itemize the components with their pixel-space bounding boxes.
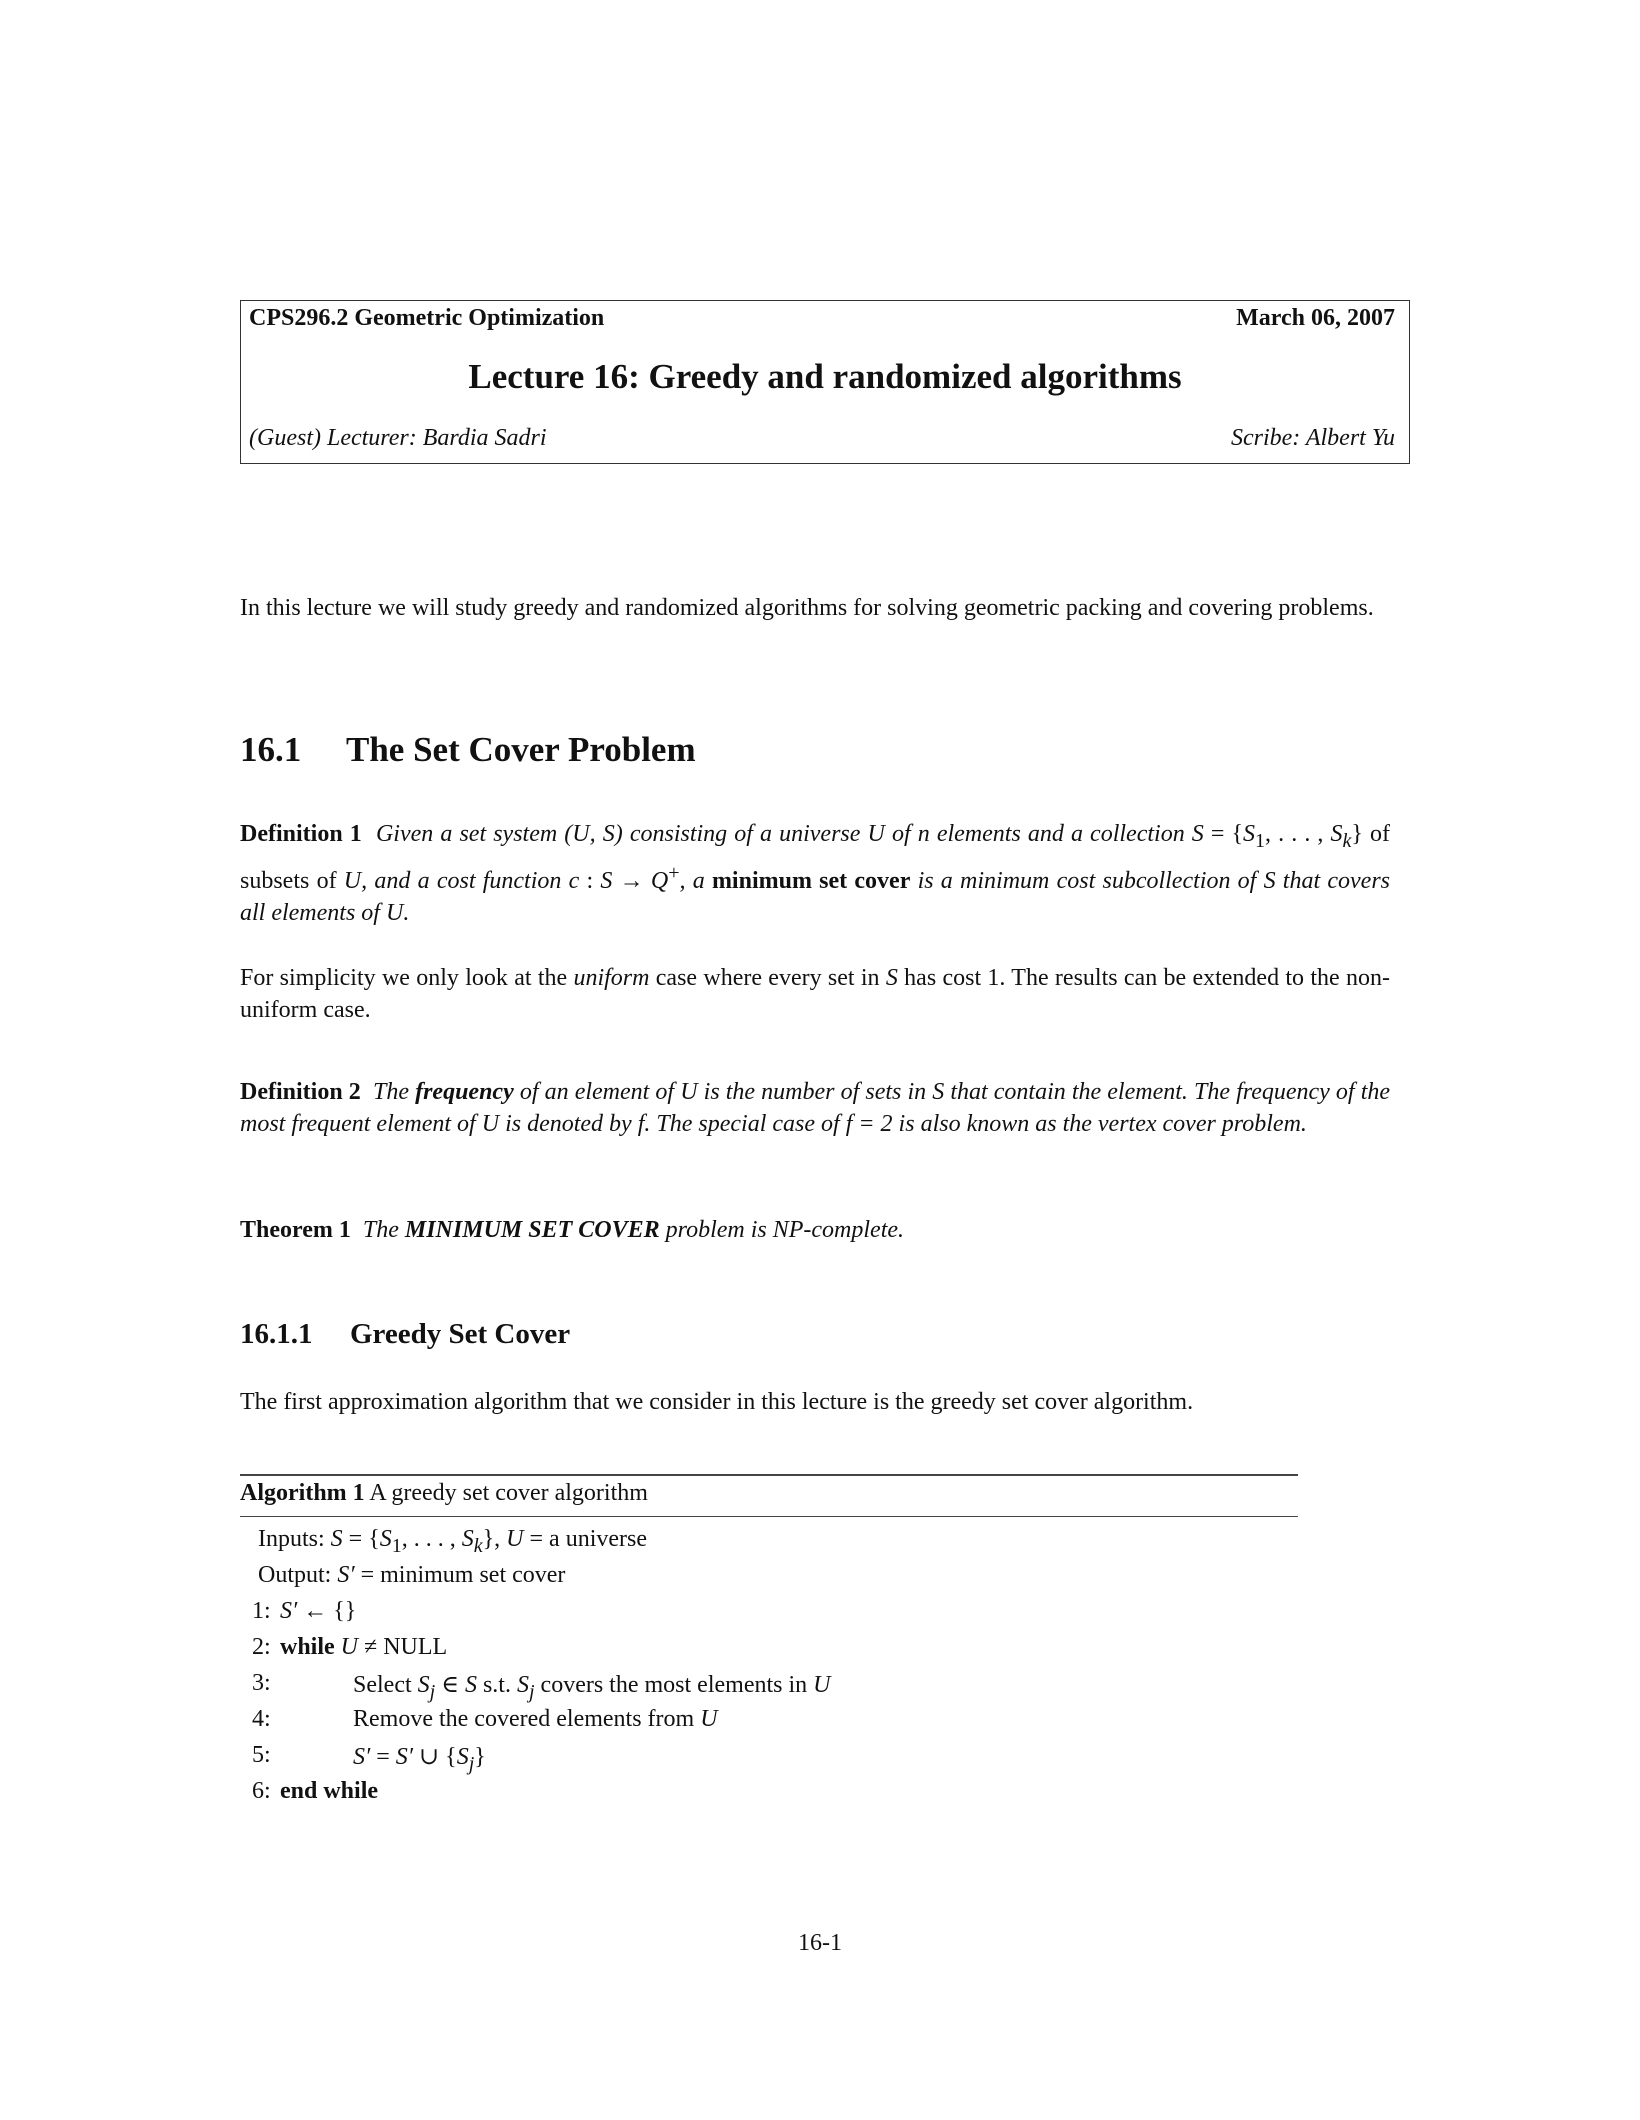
math: = { <box>1203 821 1244 847</box>
text: Inputs: <box>258 1526 331 1552</box>
math: S <box>456 1744 469 1770</box>
text: = minimum set cover <box>354 1562 566 1588</box>
text: . <box>403 899 410 926</box>
math: S′ <box>353 1744 371 1770</box>
text: elements and a collection <box>929 821 1192 847</box>
subscript: 1 <box>391 1534 402 1557</box>
definition-label: Definition 1 <box>240 821 362 847</box>
line-number: 5: <box>252 1742 271 1768</box>
math: = { <box>342 1526 380 1552</box>
keyword: end while <box>280 1778 379 1804</box>
text: is the number of sets in <box>697 1079 933 1105</box>
math: , . . . , <box>401 1526 462 1552</box>
subscript: 1 <box>1255 829 1266 852</box>
greedy-intro-paragraph: The first approximation algorithm that we consider in this lecture is the greedy set cover algorithm. <box>240 1389 1194 1415</box>
math: S <box>932 1079 945 1105</box>
math: ∈ <box>435 1672 465 1698</box>
text: has cost 1. The results can be extended to the non-uniform case. <box>240 965 1390 1023</box>
math: U <box>680 1079 698 1105</box>
bold-term: minimum set cover <box>711 867 911 894</box>
subsection-heading <box>240 1318 570 1351</box>
math: S′ <box>280 1598 298 1624</box>
math: U <box>481 1111 500 1137</box>
math: S <box>885 965 898 991</box>
subscript: j <box>429 1680 436 1703</box>
math: U <box>813 1672 831 1698</box>
text: , a <box>679 867 712 894</box>
math: S <box>1243 821 1256 847</box>
line-number: 4: <box>252 1706 271 1732</box>
intro-paragraph: In this lecture we will study greedy and randomized algorithms for solving geometric packing and covering problems. <box>240 595 1374 621</box>
text: problem is NP-complete. <box>659 1217 905 1243</box>
math: U <box>506 1526 524 1552</box>
math: , . . . , <box>1265 821 1331 847</box>
math: S′ <box>337 1562 355 1588</box>
text: = a universe <box>523 1526 647 1552</box>
math: U <box>343 867 362 894</box>
definition-1 <box>240 818 1390 929</box>
text: Output: <box>258 1562 338 1588</box>
text: . The special case of <box>644 1111 846 1137</box>
line-number: 6: <box>252 1778 271 1804</box>
algorithm-output <box>258 1562 565 1589</box>
math: S <box>461 1526 474 1552</box>
line-number: 1: <box>252 1598 271 1624</box>
algorithm-caption-text: A greedy set cover algorithm <box>369 1480 648 1506</box>
definition-label: Definition 2 <box>240 1079 361 1105</box>
algorithm-caption <box>240 1480 648 1507</box>
text: that contain the element. The frequency of the most frequent element of <box>240 1079 1391 1137</box>
math: S <box>516 1672 529 1698</box>
algorithm-inputs <box>258 1526 647 1558</box>
math: : <box>579 867 601 894</box>
keyword: while <box>280 1634 335 1660</box>
text: of <box>884 821 918 847</box>
math: f <box>637 1111 645 1137</box>
text: covers the most elements in <box>534 1672 814 1698</box>
scribe: Scribe: Albert Yu <box>1230 425 1395 451</box>
text: case where every set in <box>649 965 886 991</box>
theorem-label: Theorem 1 <box>240 1217 351 1243</box>
math: U <box>700 1706 718 1732</box>
text: The <box>372 1079 416 1105</box>
math: S <box>1330 821 1343 847</box>
text: is denoted by <box>499 1111 638 1137</box>
math: ≠ NULL <box>358 1634 448 1660</box>
math: }, <box>482 1526 507 1552</box>
math: S <box>379 1526 392 1552</box>
text: Remove the covered elements from <box>353 1706 701 1732</box>
line-number: 3: <box>252 1670 271 1696</box>
section-heading <box>240 730 696 770</box>
uniform-paragraph <box>240 962 1390 1026</box>
emphasis: uniform <box>573 965 650 991</box>
algorithm-mid-rule <box>240 1516 1298 1517</box>
math: n <box>917 821 930 847</box>
lecturer: (Guest) Lecturer: Bardia Sadri <box>249 425 547 451</box>
lecture-title: Lecture 16: Greedy and randomized algorithms <box>468 357 1182 396</box>
text: For simplicity we only look at the <box>240 965 574 991</box>
bold-term: frequency <box>415 1079 514 1105</box>
math: S <box>330 1526 343 1552</box>
text: The <box>362 1217 405 1243</box>
math: S <box>1263 867 1276 894</box>
theorem-1 <box>240 1214 1390 1246</box>
math: c <box>568 867 580 894</box>
text: s.t. <box>476 1672 517 1698</box>
section-number: 16.1 <box>240 730 302 769</box>
math: S′ <box>395 1744 414 1770</box>
text: , and a cost function <box>361 867 569 894</box>
math: ← {} <box>297 1598 357 1624</box>
math: → <box>612 867 651 894</box>
math: U <box>340 1634 359 1660</box>
section-title: The Set Cover Problem <box>346 730 696 769</box>
lecture-date: March 06, 2007 <box>1236 305 1395 331</box>
subsection-number: 16.1.1 <box>240 1318 313 1350</box>
math: ∪ { <box>413 1744 457 1770</box>
math: U <box>385 899 404 926</box>
superscript: + <box>668 861 680 884</box>
algorithm-label: Algorithm 1 <box>240 1480 365 1506</box>
bold-term: MINIMUM SET COVER <box>404 1217 660 1243</box>
text: ) consisting of a universe <box>614 821 868 847</box>
subscript: k <box>1342 829 1352 852</box>
subscript: j <box>528 1680 535 1703</box>
text: Given a set system ( <box>375 821 573 847</box>
line-number: 2: <box>252 1634 271 1660</box>
math: U, S <box>572 821 615 847</box>
text: Select <box>353 1672 418 1698</box>
subscript: k <box>473 1534 483 1557</box>
math: S <box>464 1672 477 1698</box>
text: is a minimum cost subcollection of <box>910 867 1264 894</box>
algorithm-top-rule <box>240 1474 1298 1476</box>
page-number: 16-1 <box>798 1930 842 1956</box>
subscript: j <box>468 1752 475 1775</box>
math: Q <box>650 867 669 894</box>
math: f <box>845 1111 853 1137</box>
math: S <box>600 867 613 894</box>
subsection-title: Greedy Set Cover <box>350 1318 571 1350</box>
math: S <box>1191 821 1204 847</box>
header-box <box>240 300 1410 464</box>
course-name: CPS296.2 Geometric Optimization <box>249 305 605 331</box>
text: } of subsets of <box>240 821 1391 894</box>
text: of an element of <box>513 1079 681 1105</box>
math: = <box>370 1744 396 1770</box>
math: } <box>474 1744 486 1770</box>
math: S <box>417 1672 430 1698</box>
definition-2 <box>240 1076 1390 1140</box>
text: that covers all elements of <box>240 867 1391 926</box>
text: = 2 is also known as the vertex cover problem. <box>852 1111 1307 1137</box>
math: U <box>867 821 885 847</box>
